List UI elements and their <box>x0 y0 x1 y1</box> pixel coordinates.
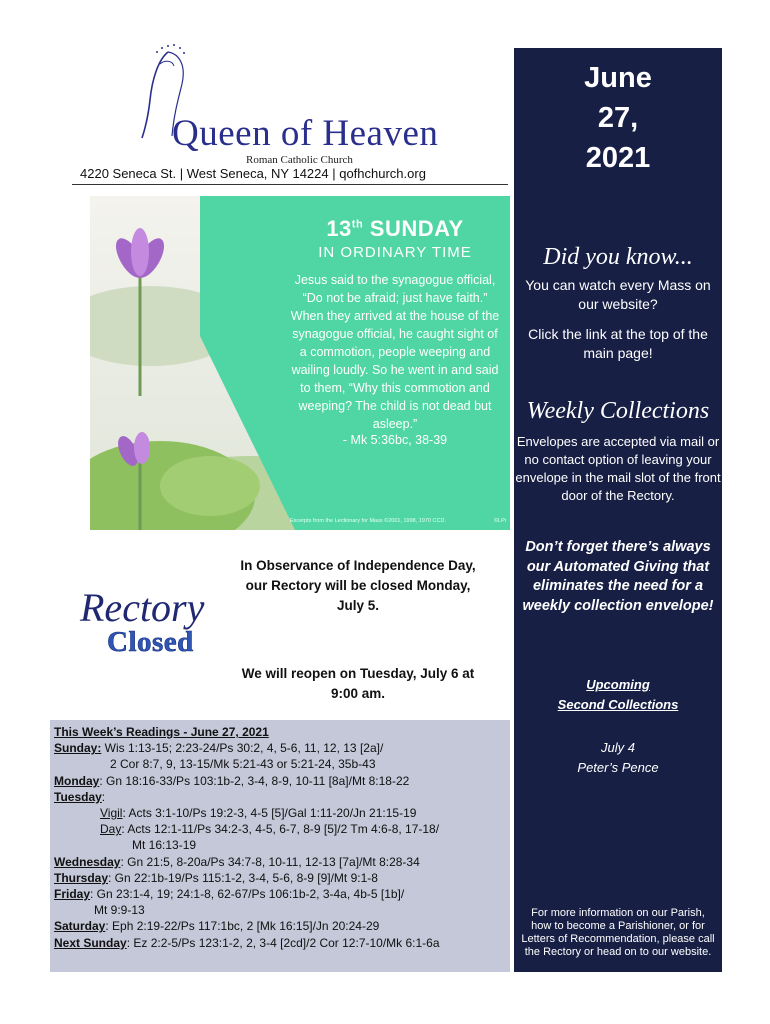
header-divider <box>72 184 508 185</box>
gospel-quote: Jesus said to the synagogue official, “Do not be afraid; just have faith.” When they arrived at the house of the synagogue official, he caught sight of a commotion, people weeping and wailing loudly. So he went in and said to them, “Why this commotion and weeping? The child is not dead but asleep.” <box>290 273 500 431</box>
bulletin-date <box>514 58 722 178</box>
reading-text: : <box>101 789 106 804</box>
day-label: Friday <box>54 887 91 902</box>
date-year: 2021 <box>585 142 651 174</box>
day-label: Monday <box>54 773 100 788</box>
collection-name: Peter’s Pence <box>577 760 659 775</box>
day-label: Saturday <box>54 919 106 934</box>
reading-wednesday <box>54 854 508 870</box>
reading-text: : Gn 22:1b-19/Ps 115:1-2, 3-4, 5-6, 8-9 [9]/Mt 9:1-8 <box>108 870 378 885</box>
automated-giving-text: Don’t forget there’s always our Automated Giving that eliminates the need for a weekly collection envelope! <box>522 539 714 614</box>
thirteenth-sunday-feature <box>90 196 510 530</box>
ordinary-time-label: IN ORDINARY TIME <box>318 244 472 261</box>
parish-subtitle: Roman Catholic Church <box>246 154 353 166</box>
reopen-notice: We will reopen on Tuesday, July 6 at 9:00 am. <box>241 666 475 701</box>
reading-monday <box>54 773 508 789</box>
reading-thursday <box>54 870 508 886</box>
parish-name: Queen of Heaven <box>172 113 439 154</box>
reading-text: : Gn 18:16-33/Ps 103:1b-2, 3-4, 8-9, 10-11 [8a]/Mt 8:18-22 <box>99 773 410 788</box>
reading-next-sunday <box>54 935 508 951</box>
upcoming-collections-heading <box>514 675 722 715</box>
reading-friday <box>54 886 508 902</box>
closed-heading: Closed <box>107 626 194 658</box>
reading-text: : Gn 23:1-4, 19; 24:1-8, 62-67/Ps 106:1b-2, 3-4a, 4b-5 [1b]/ <box>90 887 405 902</box>
reading-text: : Gn 21:5, 8-20a/Ps 34:7-8, 10-11, 12-13 [7a]/Mt 8:28-34 <box>120 854 420 869</box>
readings-title: This Week’s Readings - June 27, 2021 <box>54 725 269 739</box>
date-month: June <box>584 62 652 94</box>
reading-text: : Eph 2:19-22/Ps 117:1bc, 2 [Mk 16:15]/Jn 20:24-29 <box>105 919 380 934</box>
reading-text: : Ez 2:2-5/Ps 123:1-2, 2, 3-4 [2cd]/2 Cor 12:7-10/Mk 6:1-6a <box>126 935 440 950</box>
lectionary-note: Excerpts from the Lectionary for Mass ©2001, 1998, 1970 CCD. <box>290 518 446 524</box>
watch-mass-text: You can watch every Mass on our website? <box>525 277 711 312</box>
sidebar <box>514 48 722 972</box>
gospel-reference: - Mk 5:36bc, 38-39 <box>342 433 448 447</box>
sunday-text-panel <box>290 216 500 447</box>
reading-friday-cont: Mt 9:9-13 <box>94 903 145 918</box>
click-link-text: Click the link at the top of the main page! <box>528 326 708 361</box>
reading-tuesday <box>54 789 508 805</box>
address-line: 4220 Seneca St. | West Seneca, NY 14224 | qofhchurch.org <box>80 166 426 181</box>
day-label: Wednesday <box>54 854 121 869</box>
reading-day-cont: Mt 16:13-19 <box>132 838 197 853</box>
collection-date: July 4 <box>601 740 635 755</box>
second-collections-line: Second Collections <box>557 697 679 712</box>
observance-notice: In Observance of Independence Day, our Rectory will be closed Monday, July 5. <box>240 558 476 613</box>
did-you-know-heading: Did you know... <box>543 244 693 270</box>
reading-text: : Acts 3:1-10/Ps 19:2-3, 4-5 [5]/Gal 1:11-20/Jn 21:15-19 <box>122 806 417 821</box>
upcoming-line: Upcoming <box>586 677 650 692</box>
day-label: Tuesday <box>54 789 102 804</box>
copyright-mark: ©LPi <box>494 518 507 524</box>
day-label: Thursday <box>54 870 109 885</box>
day-label: Sunday: <box>54 741 102 756</box>
sunday-title <box>290 216 500 242</box>
weekly-collections-heading: Weekly Collections <box>526 398 710 424</box>
day-label: Vigil <box>100 806 123 821</box>
day-label: Next Sunday <box>54 935 127 950</box>
reading-saturday <box>54 918 508 934</box>
reading-day <box>54 821 508 837</box>
weekly-readings-box <box>50 720 510 972</box>
rectory-script-heading: Rectory <box>80 585 205 630</box>
day-label: Day <box>100 822 122 837</box>
reading-text: : Acts 12:1-11/Ps 34:2-3, 4-5, 6-7, 8-9 [5]/2 Tm 4:6-8, 17-18/ <box>121 822 440 837</box>
sunday-word: SUNDAY <box>363 216 464 241</box>
sunday-number: 13 <box>326 216 352 241</box>
more-info-text: For more information on our Parish, how to become a Parishioner, or for Letters of Recommendation, please call the Rectory or head on to our website. <box>521 907 715 958</box>
reading-text: Wis 1:13-15; 2:23-24/Ps 30:2, 4, 5-6, 11, 12, 13 [2a]/ <box>101 741 384 756</box>
reading-sunday <box>54 740 508 756</box>
reading-sunday-cont: 2 Cor 8:7, 9, 13-15/Mk 5:21-43 or 5:21-24, 35b-43 <box>110 757 376 772</box>
upcoming-collection-entry <box>514 738 722 778</box>
reading-vigil <box>54 805 508 821</box>
date-day: 27, <box>597 102 639 134</box>
sunday-suffix: th <box>351 218 364 231</box>
envelopes-text: Envelopes are accepted via mail or no contact option of leaving your envelope in the mail slot of the front door of the Rectory. <box>515 434 721 503</box>
